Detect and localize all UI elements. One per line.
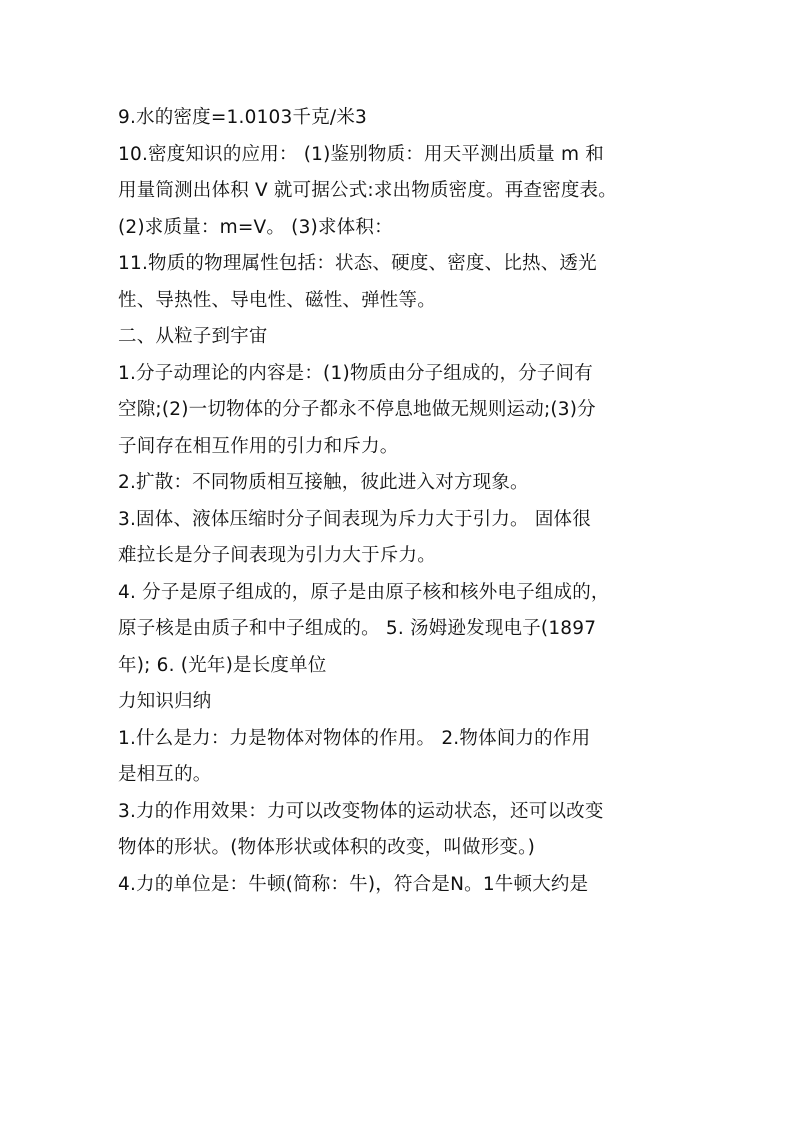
section-heading: 力知识归纳 <box>118 691 212 712</box>
text-line: 空隙;(2)一切物体的分子都永不停息地做无规则运动;(3)分 <box>118 399 596 420</box>
text-line: 难拉长是分子间表现为引力大于斥力。 <box>118 545 436 566</box>
text-line: 2.扩散：不同物质相互接触，彼此进入对方现象。 <box>118 472 529 493</box>
text-line: 物体的形状。(物体形状或体积的改变，叫做形变。) <box>118 837 535 858</box>
text-line: 性、导热性、导电性、磁性、弹性等。 <box>118 289 436 311</box>
text-line: 年); 6. (光年)是长度单位 <box>118 654 327 676</box>
text-line: 原子核是由质子和中子组成的。 5. 汤姆逊发现电子(1897 <box>118 618 597 639</box>
text-line: 1.什么是力：力是物体对物体的作用。 2.物体间力的作用 <box>118 727 591 749</box>
text-line: 3.力的作用效果：力可以改变物体的运动状态，还可以改变 <box>118 800 604 822</box>
text-line: 11.物质的物理属性包括：状态、硬度、密度、比热、透光 <box>118 253 597 274</box>
text-line: 4.力的单位是：牛顿(简称：牛)，符合是N。1牛顿大约是 <box>118 873 589 895</box>
text-line: 是相互的。 <box>118 764 212 785</box>
document-body <box>118 103 688 906</box>
text-line: 10.密度知识的应用： (1)鉴别物质：用天平测出质量 m 和 <box>118 143 604 165</box>
text-line: 用量筒测出体积 V 就可据公式:求出物质密度。再查密度表。 <box>118 180 617 201</box>
text-line: 1.分子动理论的内容是：(1)物质由分子组成的，分子间有 <box>118 362 593 384</box>
text-line: 子间存在相互作用的引力和斥力。 <box>118 435 399 457</box>
text-line: 4. 分子是原子组成的，原子是由原子核和核外电子组成的， <box>118 581 610 603</box>
text-line: (2)求质量：m=V。 (3)求体积： <box>118 216 393 238</box>
text-line: 3.固体、液体压缩时分子间表现为斥力大于引力。 固体很 <box>118 508 591 530</box>
text-line: 9.水的密度=1.0103千克/米3 <box>118 107 367 128</box>
section-heading: 二、从粒子到宇宙 <box>118 326 268 347</box>
